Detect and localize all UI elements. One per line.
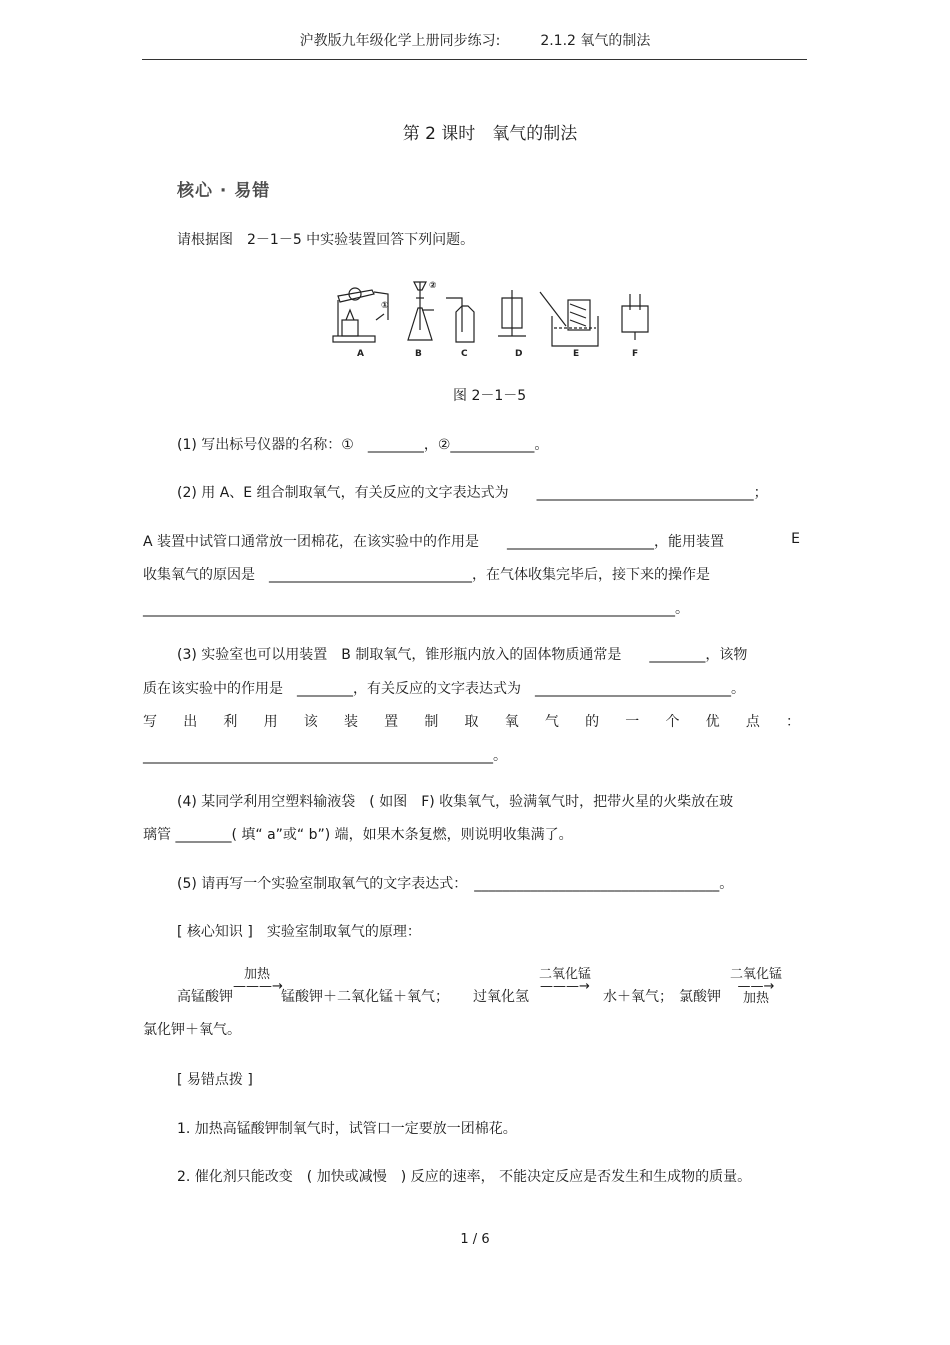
eq1-condition: 加热 [243,967,270,982]
apparatus-c [446,298,474,342]
label-b: B [415,349,422,359]
q3-char: 取 [464,714,479,730]
eq1-products: 锰酸钾＋二氧化锰＋氧气； [281,989,449,1005]
q3-char: ： [786,714,800,730]
question-3-line-2: 质在该实验中的作用是 ________，有关反应的文字表达式为 ____________________________。 [143,681,745,697]
q3-char: 置 [384,714,399,730]
question-3-line-4: __________________________________________________。 [143,748,507,764]
apparatus-d [498,290,526,336]
question-1: (1) 写出标号仪器的名称：① ________，②____________。 [177,437,549,453]
label-d: D [515,349,523,359]
question-3-line-3 [143,711,800,731]
eq3-condition-top: 二氧化锰 [729,967,782,982]
tips-heading: [ 易错点拨 ] [177,1072,253,1088]
q2-line2-end: E [791,531,800,547]
section-badge: 核心 · 易错 [177,181,271,201]
question-2-line-3: 收集氧气的原因是 _____________________________，在气体收集完毕后，接下来的操作是 [143,567,710,583]
eq3-condition-bottom: 加热 [742,991,769,1006]
q3-char: 该 [303,714,318,730]
callout-2: ② [429,281,437,291]
q3-char: 个 [665,714,680,730]
knowledge-heading: [ 核心知识 ] 实验室制取氧气的原理： [177,924,421,940]
header-right: 2.1.2 氧气的制法 [540,33,651,49]
question-2-line-1: (2) 用 A、E 组合制取氧气，有关反应的文字表达式为 _______________________________； [177,485,768,501]
q3-char: 利 [223,714,238,730]
q2-line2-text: A 装置中试管口通常放一团棉花，在该实验中的作用是 _____________________，能用装置 [143,534,725,550]
apparatus-a [333,288,388,342]
q3-char: 气 [544,714,559,730]
page-header [0,30,950,50]
label-f: F [632,349,639,359]
eq3-products: 氯化钾＋氧气。 [143,1022,241,1038]
eq3-arrow [727,968,785,1006]
callout-1: ① [381,301,389,311]
q3-char: 用 [263,714,278,730]
eq1-reactant: 高锰酸钾 [177,989,233,1005]
q3-char: 出 [183,714,198,730]
lesson-title: 第 2 课时 氧气的制法 [402,124,578,144]
q3-char: 氧 [504,714,519,730]
apparatus-e [540,292,598,346]
q3-char: 装 [343,714,358,730]
eq2-reactant: 过氧化氢 [473,989,529,1005]
header-rule [142,59,807,60]
label-a: A [357,349,364,359]
q3-char: 制 [424,714,439,730]
knowledge-equations [177,968,785,1006]
q3-char: 写 [143,714,157,730]
arrow-icon: ———→ [233,979,283,994]
tip-item-2: 2. 催化剂只能改变 ( 加快或减慢 ) 反应的速率， 不能决定反应是否发生和生成物的质量。 [177,1169,752,1185]
eq2-arrow [535,968,595,1006]
eq2-condition: 二氧化锰 [538,967,591,982]
eq3-reactant: 氯酸钾 [679,989,721,1005]
q3-char: 的 [585,714,600,730]
apparatus-figure [330,270,656,360]
q3-char: 优 [705,714,720,730]
header-left: 沪教版九年级化学上册同步练习: [299,33,501,49]
arrow-icon: ——→ [737,979,775,994]
question-4-line-2: 璃管 ________( 填“ a”或“ b”) 端，如果木条复燃，则说明收集满了。 [143,827,573,843]
tip-item-1: 1. 加热高锰酸钾制氧气时，试管口一定要放一团棉花。 [177,1121,517,1137]
eq2-products: 水＋氧气； [603,989,673,1005]
question-2-line-2 [143,531,800,551]
q3-char: 一 [625,714,640,730]
eq1-arrow [233,968,281,1006]
question-4-line-1: (4) 某同学利用空塑料输液袋 ( 如图 F) 收集氧气，验满氧气时，把带火星的火柴放在玻 [177,794,734,810]
label-e: E [573,349,580,359]
question-2-line-4: ____________________________________________________________________________。 [143,601,689,617]
arrow-icon: ———→ [540,979,590,994]
label-c: C [461,349,468,359]
apparatus-f [622,294,648,340]
page-number: 1 / 6 [460,1232,490,1247]
question-3-line-1: (3) 实验室也可以用装置 B 制取氧气，锥形瓶内放入的固体物质通常是 ________，该物 [177,647,748,663]
intro-text: 请根据图 2－1－5 中实验装置回答下列问题。 [177,232,475,248]
figure-caption: 图 2－1－5 [453,388,527,404]
question-5: (5) 请再写一个实验室制取氧气的文字表达式： ___________________________________。 [177,876,734,892]
q3-char: 点 [745,714,760,730]
